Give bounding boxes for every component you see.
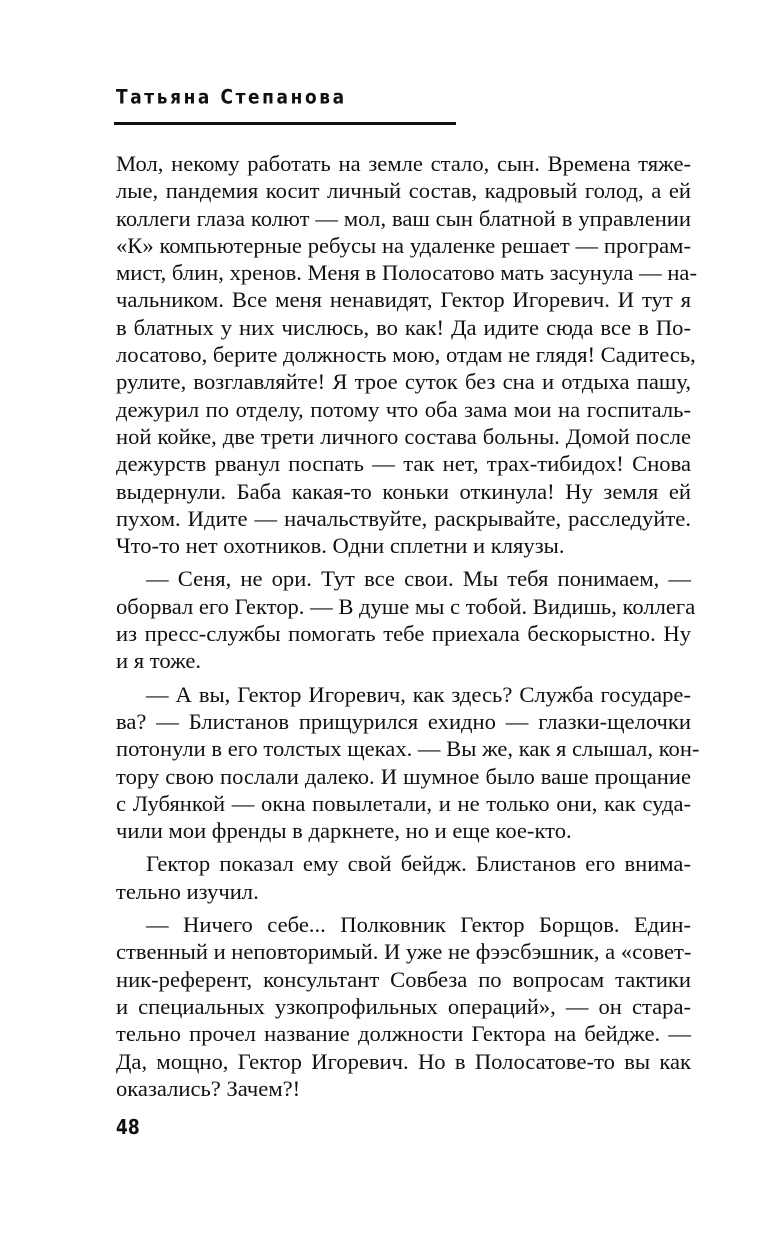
text-line: оборвал его Гектор. — В душе мы с тобой. Видишь, коллега (116, 593, 696, 619)
text-line: рулите, возглавляйте! Я трое суток без сна и отдыха пашу, (116, 369, 691, 395)
paragraph-5 (116, 911, 691, 1102)
text-line: — Сеня, не ори. Тут все свои. Мы тебя понимаем, — (146, 566, 691, 592)
text-line: потонули в его толстых щеках. — Вы же, как я слышал, кон- (116, 736, 700, 762)
text-line: Что-то нет охотников. Одни сплетни и кляузы. (116, 533, 565, 559)
text-line: ва? — Блистанов прищурился ехидно — глазки-щелочки (116, 708, 691, 734)
text-line: дежурств рванул поспать — так нет, трах-тибидох! Снова (116, 451, 691, 477)
running-head-author: Татьяна Степанова (116, 86, 347, 109)
text-line: тельно прочел название должности Гектора на бейдже. — (116, 1021, 691, 1047)
paragraph-3 (116, 681, 700, 845)
text-line: тельно изучил. (116, 878, 259, 904)
text-line: — Ничего себе... Полковник Гектор Борщов. Един- (146, 912, 691, 938)
body-text (116, 150, 700, 1108)
text-line: мист, блин, хренов. Меня в Полосатово мать засунула — на- (116, 260, 697, 286)
text-line: Мол, некому работать на земле стало, сын. Времена тяже- (116, 151, 691, 176)
paragraph-2 (116, 565, 696, 674)
text-line: Гектор показал ему свой бейдж. Блистанов его внима- (146, 851, 691, 877)
text-line: и я тоже. (116, 648, 202, 674)
text-line: ственный и неповторимый. И уже не фээсбэшник, а «совет- (116, 939, 692, 965)
text-line: и специальных узкопрофильных операций», — он стара- (116, 993, 691, 1019)
text-line: «К» компьютерные ребусы на удаленке решает — програм- (116, 232, 691, 258)
text-line: коллеги глаза колют — мол, ваш сын блатной в управлении (116, 205, 691, 231)
text-line: выдернули. Баба какая-то коньки откинула! Ну земля ей (116, 478, 691, 504)
text-line: чили мои френды в даркнете, но и еще кое-кто. (116, 818, 572, 844)
text-line: в блатных у них числюсь, во как! Да идите сюда все в По- (116, 314, 691, 340)
text-line: чальником. Все меня ненавидят, Гектор Игоревич. И тут я (116, 287, 691, 313)
text-line: лосатово, берите должность мою, отдам не глядя! Садитесь, (116, 342, 696, 368)
paragraph-1 (116, 150, 697, 559)
text-line: ник-референт, консультант Совбеза по вопросам тактики (116, 966, 691, 992)
text-line: оказались? Зачем?! (116, 1075, 301, 1101)
text-line: — А вы, Гектор Игоревич, как здесь? Служба государе- (146, 681, 691, 707)
text-line: пухом. Идите — начальствуйте, раскрывайте, расследуйте. (116, 505, 691, 531)
text-line: лые, пандемия косит личный состав, кадровый голод, а ей (116, 178, 691, 204)
text-line: дежурил по отделу, потому что оба зама мои на госпиталь- (116, 396, 691, 422)
text-line: тору свою послали далеко. И шумное было ваше прощание (116, 763, 691, 789)
text-line: из пресс-службы помогать тебе приехала бескорыстно. Ну (116, 621, 691, 647)
text-line: с Лубянкой — окна повылетали, и не только они, как суда- (116, 790, 691, 816)
text-line: ной койке, две трети личного состава больны. Домой после (116, 423, 691, 449)
paragraph-4 (116, 850, 691, 905)
header-rule (114, 122, 456, 125)
page-number: 48 (116, 1116, 140, 1140)
text-line: Да, мощно, Гектор Игоревич. Но в Полосатове-то вы как (116, 1048, 691, 1074)
